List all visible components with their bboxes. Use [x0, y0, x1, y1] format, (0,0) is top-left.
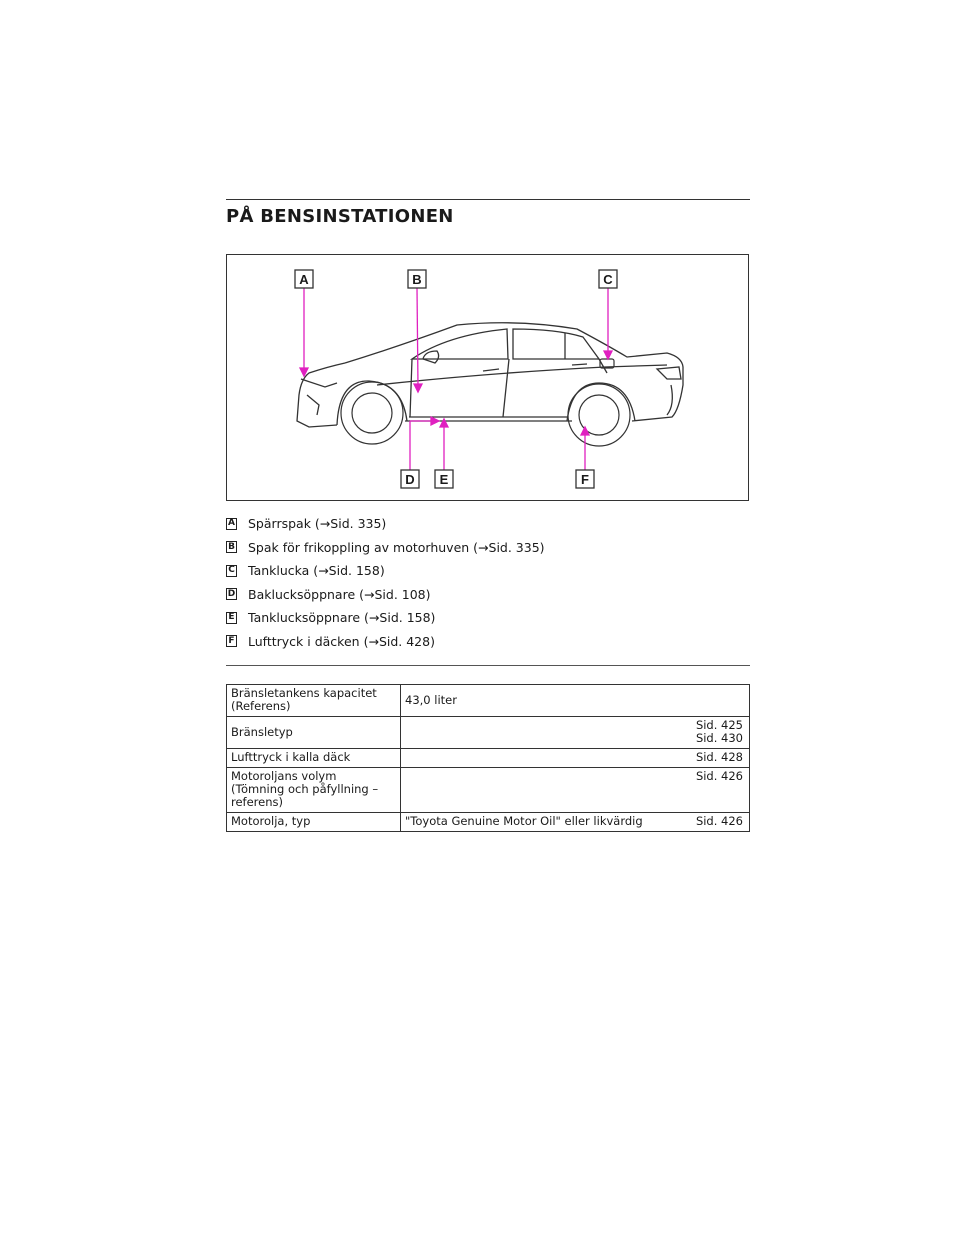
legend-item — [226, 630, 750, 654]
oil-type-value: "Toyota Genuine Motor Oil" eller likvärdig — [405, 814, 643, 828]
arrow-icon: → — [364, 586, 375, 602]
spec-label: Bränsletankens kapacitet (Referens) — [227, 685, 401, 717]
car-body — [297, 323, 683, 427]
wheels — [341, 382, 630, 446]
legend-ref[interactable]: Sid. 158) — [379, 610, 436, 626]
arrow-icon: → — [319, 516, 331, 532]
legend-list — [226, 512, 750, 653]
spec-label: Motorolja, typ — [227, 813, 401, 832]
section-divider — [226, 665, 750, 666]
spec-label: Lufttryck i kalla däck — [227, 749, 401, 768]
car-illustration — [227, 255, 750, 502]
table-row — [227, 768, 750, 813]
spec-ref[interactable]: Sid. 426 — [401, 768, 750, 813]
svg-text:B: B — [412, 272, 422, 287]
callout-c — [599, 270, 617, 288]
legend-badge: F — [226, 635, 237, 647]
svg-text:D: D — [405, 472, 415, 487]
table-row — [227, 749, 750, 768]
legend-badge: A — [226, 518, 237, 530]
legend-text: Tanklucka ( — [248, 563, 319, 579]
legend-text: Spärrspak ( — [248, 516, 320, 532]
legend-badge: E — [226, 612, 237, 624]
legend-text: Spak för frikoppling av motorhuven ( — [248, 539, 479, 555]
callout-boxes — [295, 270, 617, 488]
car-diagram — [226, 254, 749, 501]
spec-ref[interactable]: Sid. 428 — [401, 749, 750, 768]
legend-item — [226, 606, 750, 630]
top-rule — [226, 199, 750, 200]
callout-lines — [300, 288, 612, 472]
spec-label: Bränsletyp — [227, 717, 401, 749]
legend-ref[interactable]: Sid. 108) — [374, 586, 431, 602]
legend-ref[interactable]: Sid. 428) — [378, 633, 435, 649]
svg-text:C: C — [603, 272, 613, 287]
specs-table — [226, 684, 750, 832]
legend-ref[interactable]: Sid. 158) — [328, 563, 385, 579]
callout-d — [401, 470, 419, 488]
arrow-icon: → — [368, 633, 379, 649]
legend-ref[interactable]: Sid. 335) — [330, 516, 387, 532]
callout-f — [576, 470, 594, 488]
arrow-icon: → — [368, 610, 380, 626]
legend-ref[interactable]: Sid. 335) — [488, 539, 545, 555]
arrow-icon: → — [478, 539, 489, 555]
legend-item — [226, 536, 750, 560]
spec-value: 43,0 liter — [401, 685, 750, 717]
svg-text:E: E — [439, 472, 449, 487]
legend-item — [226, 583, 750, 607]
legend-badge: D — [227, 588, 236, 599]
table-row — [227, 717, 750, 749]
legend-item — [226, 559, 750, 583]
callout-b — [408, 270, 426, 288]
legend-text: Tanklucksöppnare ( — [248, 610, 369, 626]
svg-text:A: A — [299, 272, 309, 287]
legend-text: Baklucksöppnare ( — [248, 586, 364, 602]
table-row — [227, 813, 750, 832]
legend-item — [226, 512, 750, 536]
legend-text: Lufttryck i däcken ( — [248, 633, 369, 649]
spec-ref: Sid. 425 Sid. 430 — [401, 717, 750, 749]
spec-ref[interactable]: Sid. 426 — [695, 814, 743, 828]
table-row — [227, 685, 750, 717]
arrow-icon: → — [318, 563, 329, 579]
legend-badge: C — [226, 565, 237, 577]
spec-value — [401, 813, 750, 832]
callout-e — [435, 470, 453, 488]
legend-badge: B — [226, 541, 237, 553]
callout-a — [295, 270, 313, 288]
spec-label: Motoroljans volym (Tömning och påfyllning – referens) — [227, 768, 401, 813]
page-title: PÅ BENSINSTATIONEN — [226, 206, 454, 227]
svg-text:F: F — [581, 472, 589, 487]
